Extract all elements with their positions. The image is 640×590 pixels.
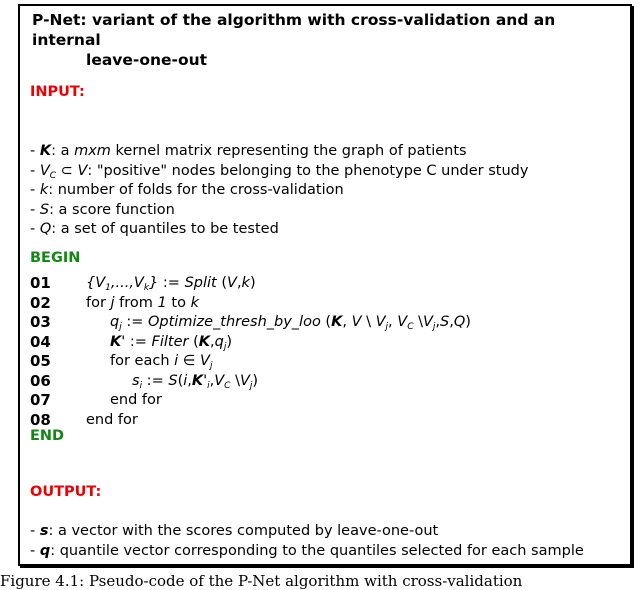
output-item-s: - s: a vector with the scores computed by leave-one-out — [30, 523, 439, 539]
output-list — [30, 522, 584, 561]
algorithm-box — [18, 4, 632, 566]
input-item-k-folds: - k: number of folds for the cross-validation — [30, 182, 344, 198]
output-header: OUTPUT: — [30, 484, 102, 500]
code-line: 08 end for — [30, 410, 138, 429]
algorithm-title: P-Net: variant of the algorithm with cross-validation and an internal leave-one-out — [32, 11, 556, 69]
input-item-vc: - $V_C$ ⊂ V: "positive" nodes belonging to the phenotype C under study — [30, 162, 529, 181]
input-item-s: - S: a score function — [30, 201, 175, 218]
input-list — [30, 142, 528, 240]
output-item-q: - q: quantile vector corresponding to the quantiles selected for each sample — [30, 542, 584, 559]
begin-keyword: BEGIN — [30, 250, 81, 266]
input-item-q: - Q: a set of quantiles to be tested — [30, 221, 279, 237]
end-keyword: END — [30, 428, 65, 444]
code-line: 06 $s_i$ := $S(i,K'_i,V_C$ $\backslash V_j$) — [30, 371, 259, 391]
pseudo-code — [30, 274, 471, 430]
input-item-k-matrix: - K: a mxm kernel matrix representing the graph of patients — [30, 143, 467, 159]
code-line: 07 end for — [30, 391, 162, 409]
code-line: 05 for each i ∈ $V_j$ — [30, 352, 213, 371]
code-line: 01 $\{V_1,...,V_k\}$ := Split (V,k) — [30, 274, 256, 293]
code-line: 03 $q_j$ := Optimize_thresh_by_loo (K, V \ $V_j$, $V_C$ $\backslash V_j,S,Q$) — [30, 313, 471, 332]
figure-caption: Figure 4.1: Pseudo-code of the P-Net algorithm with cross-validation — [0, 572, 523, 590]
input-header: INPUT: — [30, 84, 85, 100]
code-line: 04 K' := Filter $(K,q_j)$ — [30, 332, 233, 352]
code-line: 02 for j from 1 to k — [30, 293, 199, 312]
